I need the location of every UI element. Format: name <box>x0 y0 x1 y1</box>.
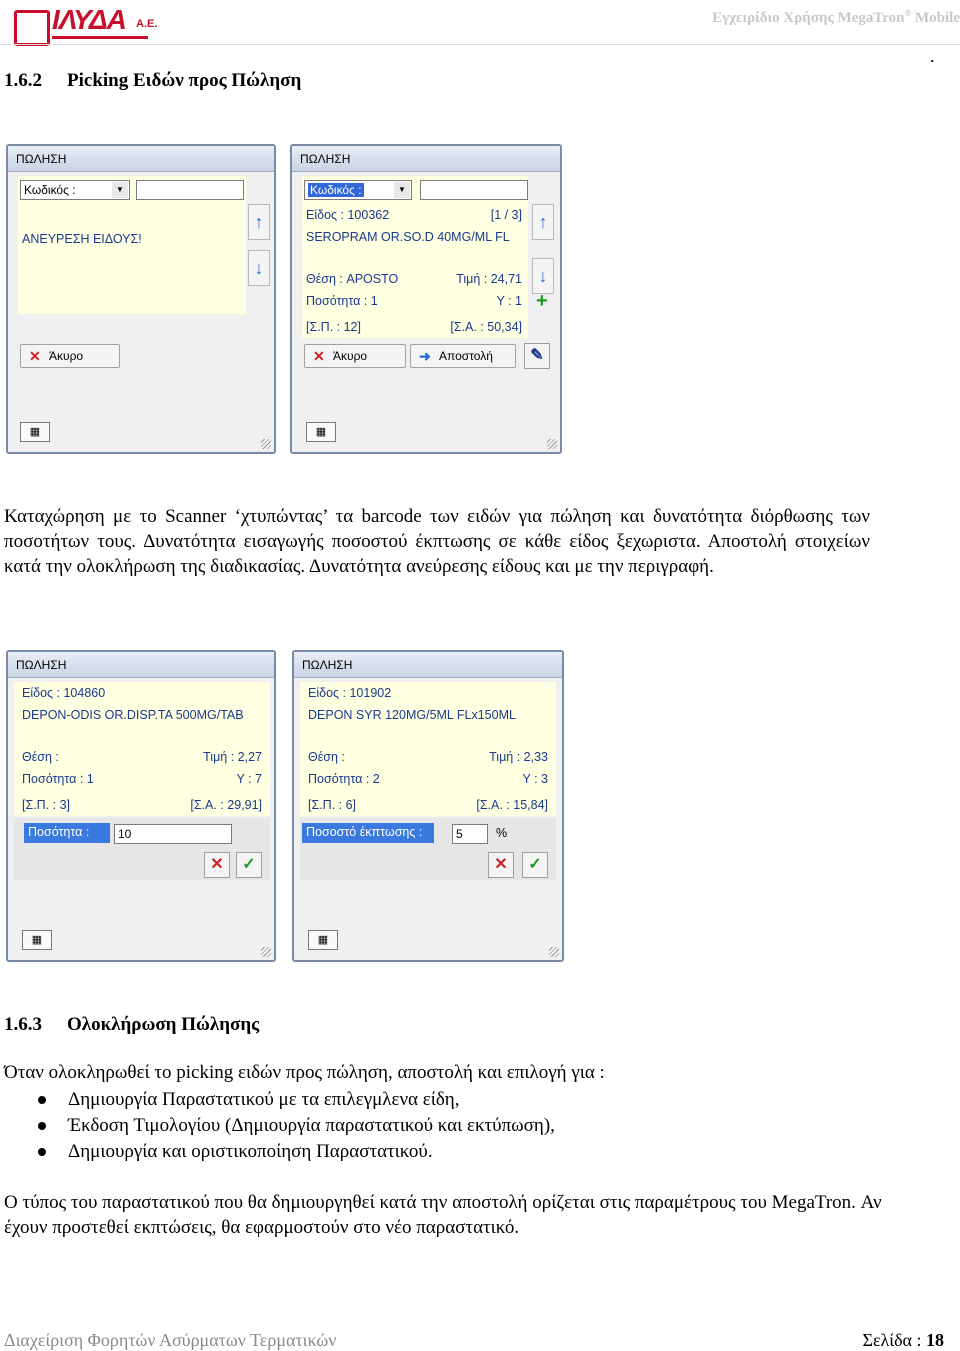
keyboard-icon[interactable]: ▦ <box>22 930 52 950</box>
quantity-input[interactable]: 10 <box>114 824 232 844</box>
window-title: ΠΩΛΗΣΗ <box>8 146 274 172</box>
resize-grip[interactable] <box>261 947 271 957</box>
info-panel <box>300 682 556 816</box>
item-y: Y : 1 <box>496 294 522 308</box>
window-title: ΠΩΛΗΣΗ <box>8 652 274 678</box>
document-type-paragraph: Ο τύπος του παραστατικού που θα δημιουργηθεί κατά την αποστολή ορίζεται στις παραμέτρους του MegaTron. Αν έχουν προστεθεί εκπτώσεις, θα εφαρμοστούν στο νέο παραστατικό. <box>4 1192 882 1238</box>
completion-intro: Όταν ολοκληρωθεί το picking ειδών προς πώληση, αποστολή και επιλογή για : <box>4 1062 605 1083</box>
section-heading-163: 1.6.3 Ολοκλήρωση Πώλησης <box>4 1014 260 1035</box>
search-input[interactable] <box>420 180 528 200</box>
device-screen-discount <box>292 650 564 962</box>
confirm-check-icon[interactable]: ✓ <box>522 852 548 878</box>
keyboard-icon[interactable]: ▦ <box>308 930 338 950</box>
percent-sign: % <box>496 826 508 840</box>
info-panel <box>302 176 528 338</box>
arrow-up-button[interactable]: ↑ <box>248 204 270 240</box>
close-icon: ✕ <box>29 348 41 364</box>
resize-grip[interactable] <box>549 947 559 957</box>
list-item: Δημιουργία Παραστατικού με τα επιλεγμλενα είδη, <box>4 1087 555 1113</box>
item-location: Θέση : <box>22 750 59 764</box>
window-title: ΠΩΛΗΣΗ <box>294 652 562 678</box>
section-heading-162: 1.6.2 Picking Ειδών προς Πώληση <box>4 70 302 91</box>
device-screen-search <box>6 144 276 454</box>
resize-grip[interactable] <box>547 439 557 449</box>
window-title: ΠΩΛΗΣΗ <box>292 146 560 172</box>
item-price: Τιμή : 2,33 <box>489 750 548 764</box>
item-sp: [Σ.Π. : 12] <box>306 320 361 334</box>
item-price: Τιμή : 2,27 <box>203 750 262 764</box>
item-y: Y : 3 <box>522 772 548 786</box>
completion-options-list <box>4 1087 555 1165</box>
item-quantity: Ποσότητα : 1 <box>22 772 94 786</box>
logo-mark <box>14 10 50 46</box>
send-button[interactable]: ➜ Αποστολή <box>410 344 516 368</box>
chevron-down-icon: ▼ <box>394 182 410 198</box>
chevron-down-icon: ▼ <box>112 182 128 198</box>
item-description: SEROPRAM OR.SO.D 40MG/ML FL <box>306 230 510 244</box>
list-item: Έκδοση Τιμολογίου (Δημιουργία παραστατικού και εκτύπωση), <box>4 1113 555 1139</box>
search-combo[interactable]: Κωδικός : ▼ <box>20 180 130 200</box>
logo-suffix: Α.Ε. <box>136 18 158 30</box>
cancel-icon[interactable]: ✕ <box>488 852 514 878</box>
quantity-label: Ποσότητα : <box>24 823 110 843</box>
item-code: Είδος : 104860 <box>22 686 106 700</box>
discount-input[interactable]: 5 <box>452 824 488 844</box>
discount-label: Ποσοστό έκπτωσης : <box>302 823 434 843</box>
keyboard-icon[interactable]: ▦ <box>306 422 336 442</box>
arrow-up-button[interactable]: ↑ <box>532 204 554 240</box>
list-item: Δημιουργία και οριστικοποίηση Παραστατικού. <box>4 1139 555 1165</box>
manual-title: Εγχειρίδιο Χρήσης MegaTron® Mobile <box>712 8 960 26</box>
item-quantity: Ποσότητα : 2 <box>308 772 380 786</box>
item-description: DEPON-ODIS OR.DISP.TA 500MG/TAB <box>22 708 244 722</box>
logo-underline <box>52 36 148 39</box>
cancel-button[interactable]: ✕ Άκυρο <box>20 344 120 368</box>
close-icon: ✕ <box>313 348 325 364</box>
search-input[interactable] <box>136 180 244 200</box>
keyboard-icon[interactable]: ▦ <box>20 422 50 442</box>
footer-title: Διαχείριση Φορητών Ασύρματων Τερματικών <box>4 1330 337 1350</box>
arrow-down-button[interactable]: ↓ <box>532 258 554 294</box>
cancel-button[interactable]: ✕ Άκυρο <box>304 344 406 368</box>
add-icon[interactable]: + <box>536 290 548 312</box>
search-combo[interactable]: Κωδικός : ▼ <box>304 180 412 200</box>
send-arrow-icon: ➜ <box>419 348 431 364</box>
description-paragraph: Καταχώρηση με το Scanner ‘χτυπώντας’ τα barcode των ειδών για πώληση και δυνατότητα διόρθωσης των ποσοτήτων τους. Δυνατότητα εισαγωγής ποσοστού έκπτωσης σε κάθε είδος ξεχωριστα. Αποστολή στοιχείων κατά την ολοκλήρωση της διαδικασίας. Δυνατότητα ανεύρεσης είδους και με την περιγραφή. <box>4 506 870 577</box>
header-dot: . <box>930 46 935 66</box>
info-panel <box>14 682 270 816</box>
arrow-down-button[interactable]: ↓ <box>248 250 270 286</box>
item-sp: [Σ.Π. : 3] <box>22 798 71 812</box>
resize-grip[interactable] <box>261 439 271 449</box>
device-screen-sale <box>290 144 562 454</box>
item-quantity: Ποσότητα : 1 <box>306 294 378 308</box>
item-code: Είδος : 100362 <box>306 208 390 222</box>
header-divider <box>0 44 960 45</box>
cancel-icon[interactable]: ✕ <box>204 852 230 878</box>
item-sa: [Σ.Α. : 29,91] <box>190 798 262 812</box>
item-sa: [Σ.Α. : 50,34] <box>450 320 522 334</box>
item-code: Είδος : 101902 <box>308 686 392 700</box>
item-sp: [Σ.Π. : 6] <box>308 798 357 812</box>
device-screen-quantity <box>6 650 276 962</box>
confirm-check-icon[interactable]: ✓ <box>236 852 262 878</box>
item-sa: [Σ.Α. : 15,84] <box>476 798 548 812</box>
item-location: Θέση : APOSTO <box>306 272 399 286</box>
item-y: Y : 7 <box>236 772 262 786</box>
item-location: Θέση : <box>308 750 345 764</box>
item-description: DEPON SYR 120MG/5ML FLx150ML <box>308 708 516 722</box>
search-message: ΑΝΕΥΡΕΣΗ ΕΙΔΟΥΣ! <box>22 232 142 246</box>
item-price: Τιμή : 24,71 <box>456 272 522 286</box>
item-pager: [1 / 3] <box>490 208 522 222</box>
logo: ΙΛΥΔΑ <box>52 4 126 35</box>
page-number: Σελίδα : 18 <box>862 1330 944 1350</box>
edit-icon[interactable]: ✎ <box>524 343 550 369</box>
